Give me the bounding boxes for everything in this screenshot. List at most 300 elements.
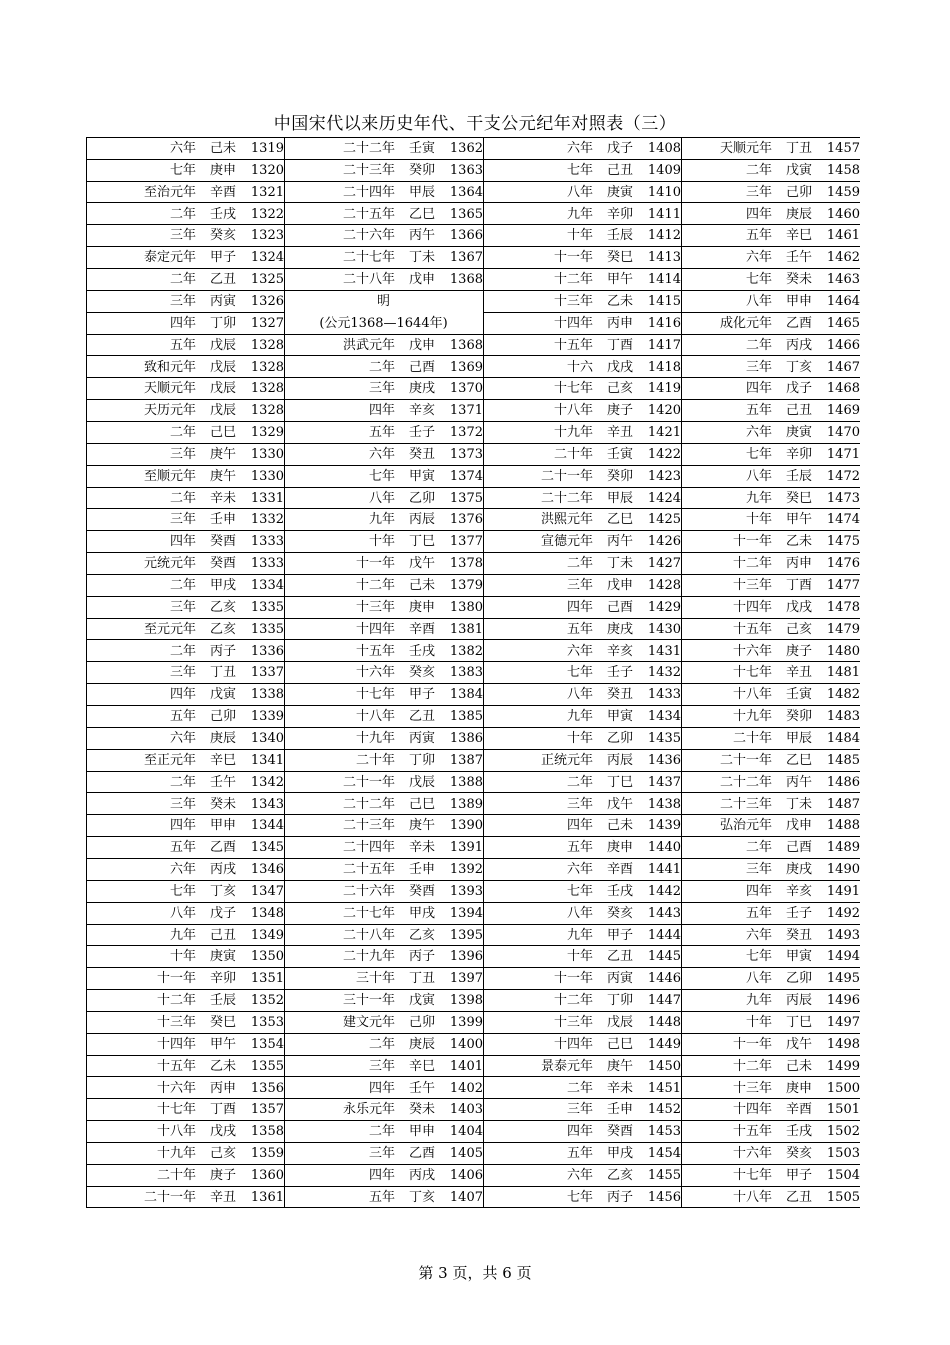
ganzhi: 壬子: [607, 665, 634, 681]
reign-year: 至治元年: [143, 184, 196, 200]
ad-year: 1392: [449, 862, 483, 878]
ganzhi: 戊午: [409, 556, 436, 572]
reign-year: 二年: [169, 272, 196, 288]
ad-year: 1433: [647, 687, 681, 703]
reign-year: 二年: [745, 840, 772, 856]
ad-year: 1330: [250, 446, 284, 462]
reign-year: 十一年: [355, 556, 395, 572]
table-row: [681, 1012, 860, 1034]
ad-year: 1459: [826, 184, 860, 200]
reign-year: 五年: [169, 337, 196, 353]
reign-year: 二十二年: [342, 141, 395, 156]
reign-year: 二十一年: [143, 1189, 196, 1205]
ad-year: 1381: [449, 621, 483, 637]
reign-year: 五年: [169, 709, 196, 725]
table-row: [284, 291, 483, 313]
table-row: [284, 247, 483, 269]
table-row: [284, 1056, 483, 1078]
ad-year: 1452: [647, 1102, 681, 1118]
ganzhi: 戊辰: [210, 403, 237, 419]
ganzhi: 丙寅: [210, 293, 237, 309]
ad-year: 1440: [647, 840, 681, 856]
ganzhi: 壬子: [786, 905, 813, 921]
table-row: [86, 1143, 284, 1165]
ad-year: 1418: [647, 359, 681, 375]
ganzhi: 丙午: [409, 228, 436, 244]
ganzhi: 庚子: [786, 643, 813, 659]
reign-year: 十四年: [553, 1036, 593, 1052]
table-row: [681, 706, 860, 728]
table-row: [483, 946, 681, 968]
table-row: [284, 400, 483, 422]
reign-year: 宣德元年: [540, 534, 593, 550]
table-row: [86, 291, 284, 313]
reign-year: 十六年: [732, 643, 772, 659]
table-row: [86, 138, 284, 160]
ad-year: 1413: [647, 250, 681, 266]
ad-year: 1372: [449, 425, 483, 441]
ganzhi: 甲辰: [409, 184, 436, 200]
ganzhi: 壬辰: [786, 468, 813, 484]
ad-year: 1367: [449, 250, 483, 266]
ad-year: 1431: [647, 643, 681, 659]
table-row: [483, 335, 681, 357]
ad-year: 1364: [449, 184, 483, 200]
ad-year: 1341: [250, 752, 284, 768]
table-row: [86, 466, 284, 488]
ad-year: 1378: [449, 556, 483, 572]
table-row: [86, 903, 284, 925]
ganzhi: 庚戌: [409, 381, 436, 397]
ganzhi: 丁亥: [409, 1189, 436, 1205]
table-row: [284, 1034, 483, 1056]
table-row: [86, 1187, 284, 1209]
ganzhi: 戊戌: [210, 1124, 237, 1140]
table-row: [284, 837, 483, 859]
ganzhi: 辛未: [210, 490, 237, 506]
table-row: [483, 400, 681, 422]
reign-year: 二十五年: [342, 862, 395, 878]
reign-year: 十七年: [355, 687, 395, 703]
ganzhi: 甲子: [607, 927, 634, 943]
ganzhi: 庚寅: [786, 425, 813, 441]
ganzhi: 庚戌: [607, 621, 634, 637]
table-row: [284, 466, 483, 488]
ganzhi: 甲戌: [607, 1146, 634, 1162]
reign-year: 二年: [169, 643, 196, 659]
table-row: [483, 1012, 681, 1034]
reign-year: 七年: [566, 665, 593, 681]
ad-year: 1359: [250, 1146, 284, 1162]
ad-year: 1402: [449, 1080, 483, 1096]
ad-year: 1387: [449, 752, 483, 768]
ad-year: 1376: [449, 512, 483, 528]
ad-year: 1329: [250, 425, 284, 441]
table-row: [681, 488, 860, 510]
table-row: [86, 378, 284, 400]
ganzhi: 丙申: [786, 556, 813, 572]
reign-year: 六年: [368, 446, 395, 462]
ganzhi: 乙卯: [786, 971, 813, 987]
reign-year: 十年: [566, 949, 593, 965]
reign-year: 天顺元年: [143, 381, 196, 397]
table-row: [681, 313, 860, 335]
table-row: [681, 291, 860, 313]
ganzhi: 己亥: [607, 381, 634, 397]
reign-year: 二十六年: [342, 228, 395, 244]
reign-year: 元统元年: [143, 556, 196, 572]
reign-year: 二十年: [553, 446, 593, 462]
table-row: [483, 531, 681, 553]
ad-year: 1351: [250, 971, 284, 987]
reign-year: 致和元年: [143, 359, 196, 375]
reign-year: 九年: [566, 709, 593, 725]
ad-year: 1465: [826, 315, 860, 331]
page-footer: 第 3 页，共 6 页: [418, 1264, 532, 1282]
reign-year: 十六年: [732, 1146, 772, 1162]
ad-year: 1362: [449, 141, 483, 156]
table-row: [86, 1078, 284, 1100]
reign-year: 三年: [368, 381, 395, 397]
ad-year: 1377: [449, 534, 483, 550]
reign-year: 九年: [745, 993, 772, 1009]
reign-year: 二十七年: [342, 250, 395, 266]
table-row: [483, 968, 681, 990]
reign-year: 七年: [169, 162, 196, 178]
reign-year: 十四年: [553, 315, 593, 331]
table-row: [483, 378, 681, 400]
table-row: [681, 1143, 860, 1165]
table-row: [681, 1121, 860, 1143]
ad-year: 1343: [250, 796, 284, 812]
table-row: [681, 1056, 860, 1078]
reign-year: 三十年: [355, 971, 395, 987]
ad-year: 1455: [647, 1167, 681, 1183]
reign-year: 十年: [566, 228, 593, 244]
ad-year: 1380: [449, 599, 483, 615]
ad-year: 1449: [647, 1036, 681, 1052]
ad-year: 1472: [826, 468, 860, 484]
reign-year: 三年: [745, 862, 772, 878]
reign-year: 九年: [368, 512, 395, 528]
table-row: [483, 247, 681, 269]
ganzhi: 甲寅: [786, 949, 813, 965]
ganzhi: 甲子: [210, 250, 237, 266]
table-row: [681, 422, 860, 444]
reign-year: 五年: [745, 905, 772, 921]
table-row: [483, 706, 681, 728]
reign-year: 十年: [368, 534, 395, 550]
ad-year: 1398: [449, 993, 483, 1009]
reign-year: 三年: [169, 665, 196, 681]
ad-year: 1428: [647, 578, 681, 593]
ganzhi: 己丑: [786, 403, 813, 419]
ad-year: 1407: [449, 1189, 483, 1205]
ad-year: 1327: [250, 315, 284, 331]
ganzhi: 辛亥: [607, 643, 634, 659]
reign-year: 二年: [169, 578, 196, 593]
reign-year: 十七年: [732, 665, 772, 681]
ad-year: 1414: [647, 272, 681, 288]
ad-year: 1333: [250, 556, 284, 572]
table-row: [284, 269, 483, 291]
table-row: [681, 990, 860, 1012]
reign-year: 十年: [566, 730, 593, 746]
ad-year: 1405: [449, 1146, 483, 1162]
ganzhi: 丁未: [607, 556, 634, 572]
table-row: [284, 138, 483, 160]
ad-year: 1336: [250, 643, 284, 659]
ganzhi: 戊子: [210, 905, 237, 921]
ganzhi: 壬子: [409, 425, 436, 441]
ganzhi: 乙巳: [786, 752, 813, 768]
reign-year: 九年: [169, 927, 196, 943]
ad-year: 1334: [250, 578, 284, 593]
ganzhi: 己卯: [786, 184, 813, 200]
reign-year: 十五年: [553, 337, 593, 353]
ad-year: 1483: [826, 709, 860, 725]
ad-year: 1461: [826, 228, 860, 244]
table-row: [86, 1121, 284, 1143]
ad-year: 1458: [826, 162, 860, 178]
ganzhi: 乙巳: [409, 206, 436, 222]
ganzhi: 甲申: [409, 1124, 436, 1140]
table-row: [86, 204, 284, 226]
table-row: [284, 706, 483, 728]
ad-year: 1488: [826, 818, 860, 834]
reign-year: 十四年: [156, 1036, 196, 1052]
table-row: [284, 1012, 483, 1034]
table-row: [284, 597, 483, 619]
ganzhi: 丁酉: [210, 1102, 237, 1118]
reign-year: 十八年: [553, 403, 593, 419]
reign-year: 三年: [169, 228, 196, 244]
table-row: [86, 400, 284, 422]
table-row: [681, 881, 860, 903]
ad-year: 1419: [647, 381, 681, 397]
ad-year: 1370: [449, 381, 483, 397]
ganzhi: 癸亥: [786, 1146, 813, 1162]
ad-year: 1374: [449, 468, 483, 484]
ganzhi: 乙亥: [607, 1167, 634, 1183]
reign-year: 七年: [566, 162, 593, 178]
reign-year: 二十四年: [342, 184, 395, 200]
table-row: [483, 597, 681, 619]
table-row: [284, 575, 483, 597]
ad-year: 1424: [647, 490, 681, 506]
ad-year: 1338: [250, 687, 284, 703]
ganzhi: 己丑: [607, 162, 634, 178]
reign-year: 五年: [566, 621, 593, 637]
table-row: [483, 291, 681, 313]
ad-year: 1406: [449, 1167, 483, 1183]
reign-year: 七年: [566, 883, 593, 899]
ad-year: 1382: [449, 643, 483, 659]
reign-year: 二十年: [156, 1167, 196, 1183]
ad-year: 1501: [826, 1102, 860, 1118]
reign-year: 三年: [368, 1058, 395, 1074]
ad-year: 1481: [826, 665, 860, 681]
ganzhi: 庚戌: [786, 862, 813, 878]
ad-year: 1474: [826, 512, 860, 528]
reign-year: 八年: [566, 184, 593, 200]
ganzhi: 丁卯: [409, 752, 436, 768]
table-row: [483, 859, 681, 881]
ad-year: 1451: [647, 1080, 681, 1096]
ganzhi: 辛亥: [786, 883, 813, 899]
table-row: [86, 859, 284, 881]
ganzhi: 甲午: [210, 1036, 237, 1052]
reign-year: 六年: [566, 141, 593, 156]
ganzhi: 丁丑: [786, 141, 813, 156]
ad-year: 1504: [826, 1167, 860, 1183]
ad-year: 1444: [647, 927, 681, 943]
dynasty-heading: 明: [376, 293, 390, 309]
ad-year: 1494: [826, 949, 860, 965]
reign-year: 十八年: [355, 709, 395, 725]
ganzhi: 壬寅: [607, 446, 634, 462]
table-row: [86, 728, 284, 750]
ad-year: 1476: [826, 556, 860, 572]
table-row: [483, 269, 681, 291]
reign-year: 三年: [169, 599, 196, 615]
table-row: [483, 160, 681, 182]
table-row: [86, 925, 284, 947]
reign-year: 弘治元年: [719, 818, 772, 834]
ad-year: 1505: [826, 1189, 860, 1205]
ad-year: 1319: [250, 141, 284, 156]
ad-year: 1369: [449, 359, 483, 375]
ad-year: 1412: [647, 228, 681, 244]
ganzhi: 己未: [607, 818, 634, 834]
reign-year: 九年: [745, 490, 772, 506]
table-row: [284, 444, 483, 466]
table-row: [284, 335, 483, 357]
reign-year: 八年: [745, 293, 772, 309]
ganzhi: 己未: [409, 578, 436, 593]
table-row: [284, 357, 483, 379]
table-row: [284, 925, 483, 947]
table-row: [86, 444, 284, 466]
ganzhi: 乙亥: [210, 599, 237, 615]
ad-year: 1371: [449, 403, 483, 419]
ganzhi: 乙丑: [607, 949, 634, 965]
ganzhi: 壬辰: [210, 993, 237, 1009]
reign-year: 二十年: [732, 730, 772, 746]
ganzhi: 丙辰: [786, 993, 813, 1009]
ad-year: 1410: [647, 184, 681, 200]
table-row: [681, 1099, 860, 1121]
ad-year: 1368: [449, 337, 483, 353]
ganzhi: 己未: [210, 141, 237, 156]
ganzhi: 癸酉: [210, 556, 237, 572]
reign-year: 二十七年: [342, 905, 395, 921]
ad-year: 1324: [250, 250, 284, 266]
ganzhi: 己巳: [607, 1036, 634, 1052]
reign-year: 十三年: [732, 1080, 772, 1096]
reign-year: 二十三年: [342, 162, 395, 178]
reign-year: 二年: [368, 359, 395, 375]
ganzhi: 甲寅: [409, 468, 436, 484]
ad-year: 1326: [250, 293, 284, 309]
reign-year: 六年: [566, 862, 593, 878]
ad-year: 1498: [826, 1036, 860, 1052]
ad-year: 1340: [250, 730, 284, 746]
ad-year: 1470: [826, 425, 860, 441]
ganzhi: 丁丑: [210, 665, 237, 681]
ad-year: 1353: [250, 1015, 284, 1030]
ganzhi: 癸巳: [786, 490, 813, 506]
reign-year: 十八年: [156, 1124, 196, 1140]
ganzhi: 丙辰: [607, 752, 634, 768]
table-row: [681, 575, 860, 597]
ganzhi: 癸巳: [210, 1015, 237, 1030]
ad-year: 1502: [826, 1124, 860, 1140]
ad-year: 1348: [250, 905, 284, 921]
ganzhi: 丙子: [409, 949, 436, 965]
reign-year: 二十年: [355, 752, 395, 768]
ad-year: 1443: [647, 905, 681, 921]
ganzhi: 乙亥: [409, 927, 436, 943]
ganzhi: 乙未: [786, 534, 813, 550]
ganzhi: 壬戌: [786, 1124, 813, 1140]
table-row: [681, 662, 860, 684]
ganzhi: 戊申: [607, 578, 634, 593]
ganzhi: 辛酉: [786, 1102, 813, 1118]
table-row: [86, 641, 284, 663]
reign-year: 洪武元年: [342, 337, 395, 353]
ad-year: 1355: [250, 1058, 284, 1074]
ad-year: 1332: [250, 512, 284, 528]
ganzhi: 辛卯: [607, 206, 634, 222]
ganzhi: 壬寅: [786, 687, 813, 703]
table-row: [681, 859, 860, 881]
reign-year: 十一年: [732, 534, 772, 550]
ganzhi: 丙午: [607, 534, 634, 550]
ganzhi: 乙丑: [210, 272, 237, 288]
table-row: [86, 160, 284, 182]
reign-year: 十二年: [732, 1058, 772, 1074]
ganzhi: 庚子: [607, 403, 634, 419]
table-row: [681, 531, 860, 553]
ganzhi: 己未: [786, 1058, 813, 1074]
ad-year: 1328: [250, 359, 284, 375]
reign-year: 十年: [169, 949, 196, 965]
table-row: [284, 881, 483, 903]
reign-year: 天历元年: [143, 403, 196, 419]
reign-year: 成化元年: [719, 315, 772, 331]
table-row: [86, 990, 284, 1012]
table-row: [284, 531, 483, 553]
table-row: [284, 684, 483, 706]
ad-year: 1427: [647, 556, 681, 572]
reign-year: 二年: [368, 1124, 395, 1140]
table-row: [86, 575, 284, 597]
reign-year: 二十二年: [719, 774, 772, 790]
reign-year: 十七年: [553, 381, 593, 397]
reign-year: 二十二年: [540, 490, 593, 506]
table-row: [483, 815, 681, 837]
reign-year: 二十一年: [719, 752, 772, 768]
ad-year: 1460: [826, 206, 860, 222]
ad-year: 1357: [250, 1102, 284, 1118]
ad-year: 1425: [647, 512, 681, 528]
ganzhi: 甲申: [786, 293, 813, 309]
ad-year: 1399: [449, 1015, 483, 1030]
ad-year: 1489: [826, 840, 860, 856]
ganzhi: 甲子: [409, 687, 436, 703]
table-row: [86, 772, 284, 794]
